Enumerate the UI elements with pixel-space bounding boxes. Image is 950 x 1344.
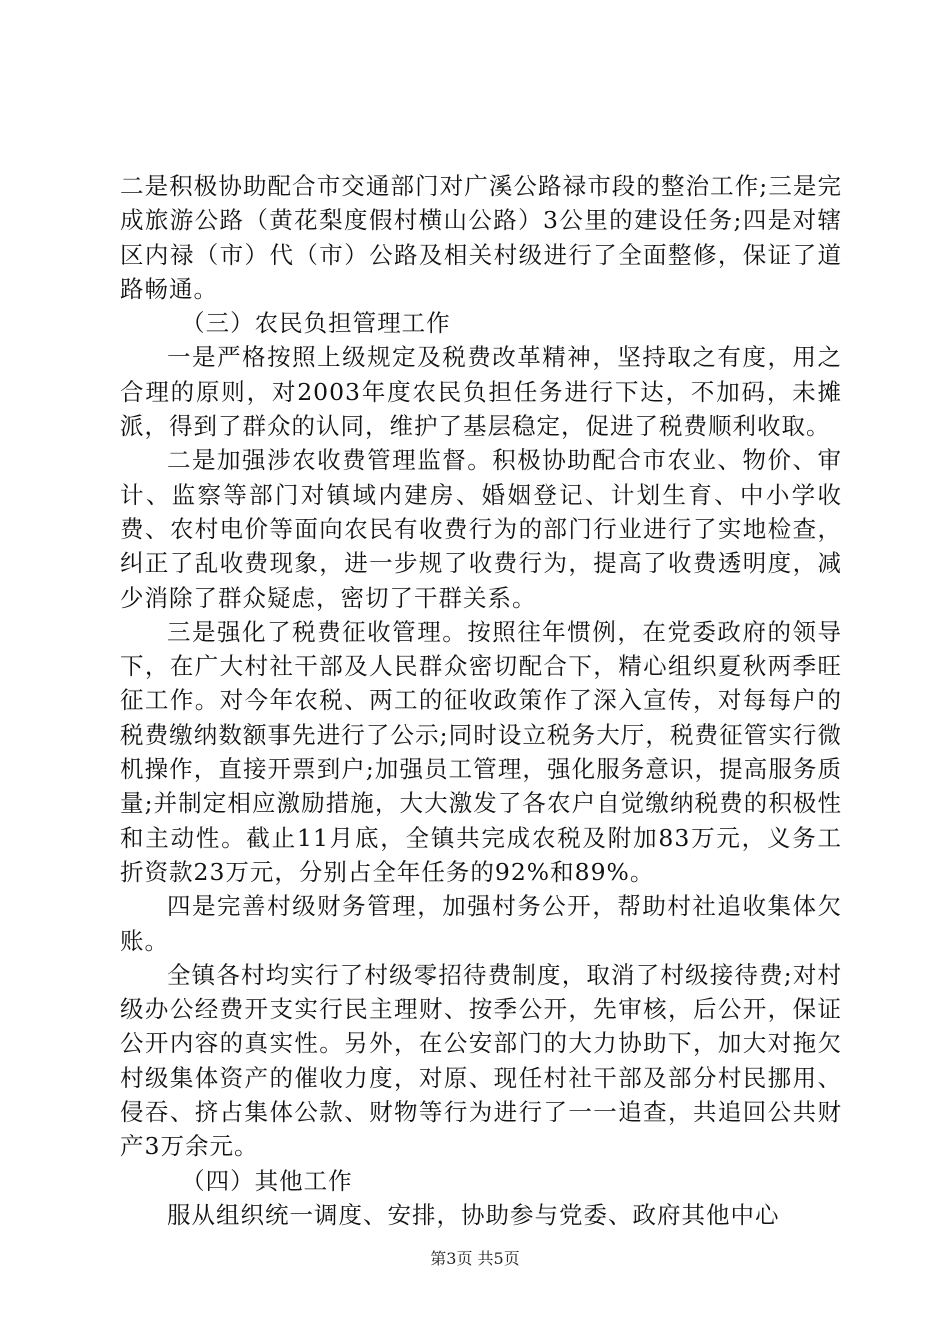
paragraph-road-work: 二是积极协助配合市交通部门对广溪公路禄市段的整治工作;三是完成旅游公路（黄花梨度假村横山公路）3公里的建设任务;四是对辖区内禄（市）代（市）公路及相关村级进行了全面整修，保证了道路畅通。 xyxy=(120,172,842,303)
paragraph-burden-task: 一是严格按照上级规定及税费改革精神，坚持取之有度，用之合理的原则，对2003年度农民负担任务进行下达，不加码，未摊派，得到了群众的认同，维护了基层稳定，促进了税费顺利收取。 xyxy=(120,343,842,441)
paragraph-fee-supervision: 二是加强涉农收费管理监督。积极协助配合市农业、物价、审计、监察等部门对镇域内建房、婚姻登记、计划生育、中小学收费、农村电价等面向农民有收费行为的部门行业进行了实地检查，纠正了乱收费现象，进一步规了收费行为，提高了收费透明度，减少消除了群众疑虑，密切了干群关系。 xyxy=(120,446,842,612)
section-heading-other-work: （四）其他工作 xyxy=(181,1166,353,1195)
paragraph-other-work: 服从组织统一调度、安排，协助参与党委、政府其他中心 xyxy=(167,1200,780,1229)
paragraph-reception-fees: 全镇各村均实行了村级零招待费制度，取消了村级接待费;对村级办公经费开支实行民主理财、按季公开，先审核，后公开，保证公开内容的真实性。另外，在公安部门的大力协助下，加大对拖欠村级集体资产的催收力度，对原、现任村社干部及部分村民挪用、侵吞、挤占集体公款、财物等行为进行了一一追查，共追回公共财产3万余元。 xyxy=(120,960,842,1161)
page-number-footer: 第3页 共5页 xyxy=(430,1249,520,1268)
paragraph-village-finance: 四是完善村级财务管理，加强村务公开，帮助村社追收集体欠账。 xyxy=(120,892,842,955)
document-body xyxy=(120,169,842,1232)
paragraph-tax-collection: 三是强化了税费征收管理。按照往年惯例，在党委政府的领导下，在广大村社干部及人民群众密切配合下，精心组织夏秋两季旺征工作。对今年农税、两工的征收政策作了深入宣传，对每每户的税费缴纳数额事先进行了公示;同时设立税务大厅，税费征管实行微机操作，直接开票到户;加强员工管理，强化服务意识，提高服务质量;并制定相应激励措施，大大激发了各农户自觉缴纳税费的积极性和主动性。截止11月底，全镇共完成农税及附加83万元，义务工折资款23万元，分别占全年任务的92%和89%。 xyxy=(120,617,842,886)
section-heading-farmer-burden: （三）农民负担管理工作 xyxy=(181,309,451,338)
